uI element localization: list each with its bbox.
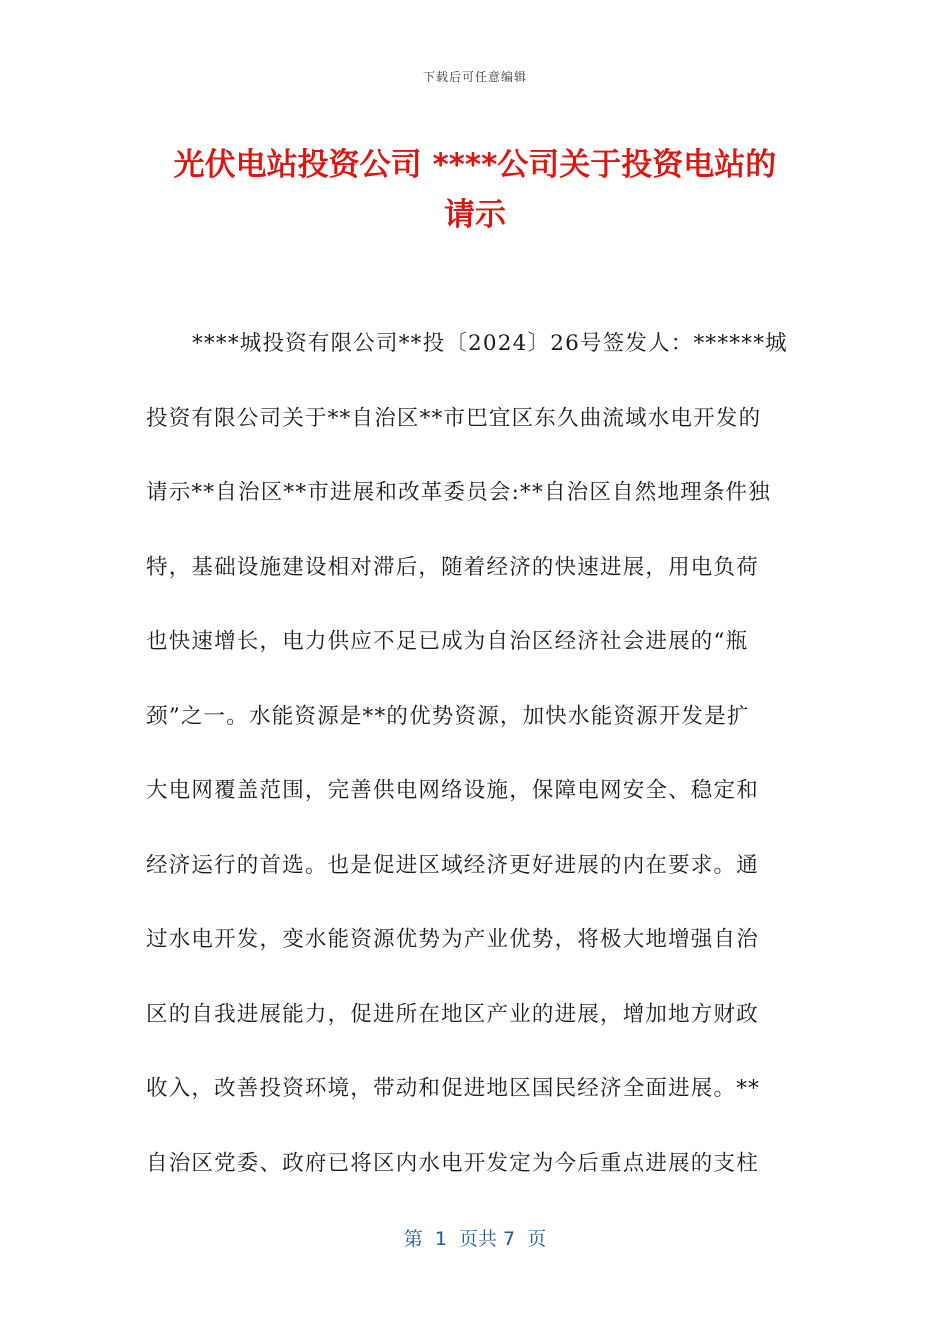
document-body	[146, 318, 810, 1212]
header-note: 下载后可任意编辑	[422, 70, 527, 84]
document-title-line-2: 请示	[444, 197, 506, 233]
document-title-line-1: 光伏电站投资公司 ****公司关于投资电站的	[173, 147, 777, 183]
body-line: 也快速增长，电力供应不足已成为自治区经济社会进展的“瓶	[146, 629, 749, 654]
page-number-footer: 第 1 页共 7 页	[403, 1228, 547, 1250]
body-line: 投资有限公司关于**自治区**市巴宜区东久曲流域水电开发的	[146, 405, 762, 431]
document-title	[120, 140, 830, 240]
body-line: 请示**自治区**市进展和改革委员会:**自治区自然地理条件独	[146, 480, 771, 505]
body-line: 特，基础设施建设相对滞后，随着经济的快速进展，用电负荷	[146, 554, 759, 580]
body-line: 收入，改善投资环境，带动和促进地区国民经济全面进展。**	[146, 1076, 761, 1101]
body-line: 区的自我进展能力，促进所在地区产业的进展，增加地方财政	[146, 1001, 759, 1027]
body-line: 颈”之一。水能资源是**的优势资源，加快水能资源开发是扩	[146, 703, 750, 729]
body-line: 经济运行的首选。也是促进区域经济更好进展的内在要求。通	[146, 852, 759, 878]
body-line: 自治区党委、政府已将区内水电开发定为今后重点进展的支柱	[146, 1150, 759, 1176]
body-line: 过水电开发，变水能资源优势为产业优势，将极大地增强自治	[146, 927, 759, 952]
body-line: ****城投资有限公司**投〔2024〕26号签发人：******城	[192, 331, 788, 356]
body-line: 大电网覆盖范围，完善供电网络设施，保障电网安全、稳定和	[146, 778, 759, 803]
